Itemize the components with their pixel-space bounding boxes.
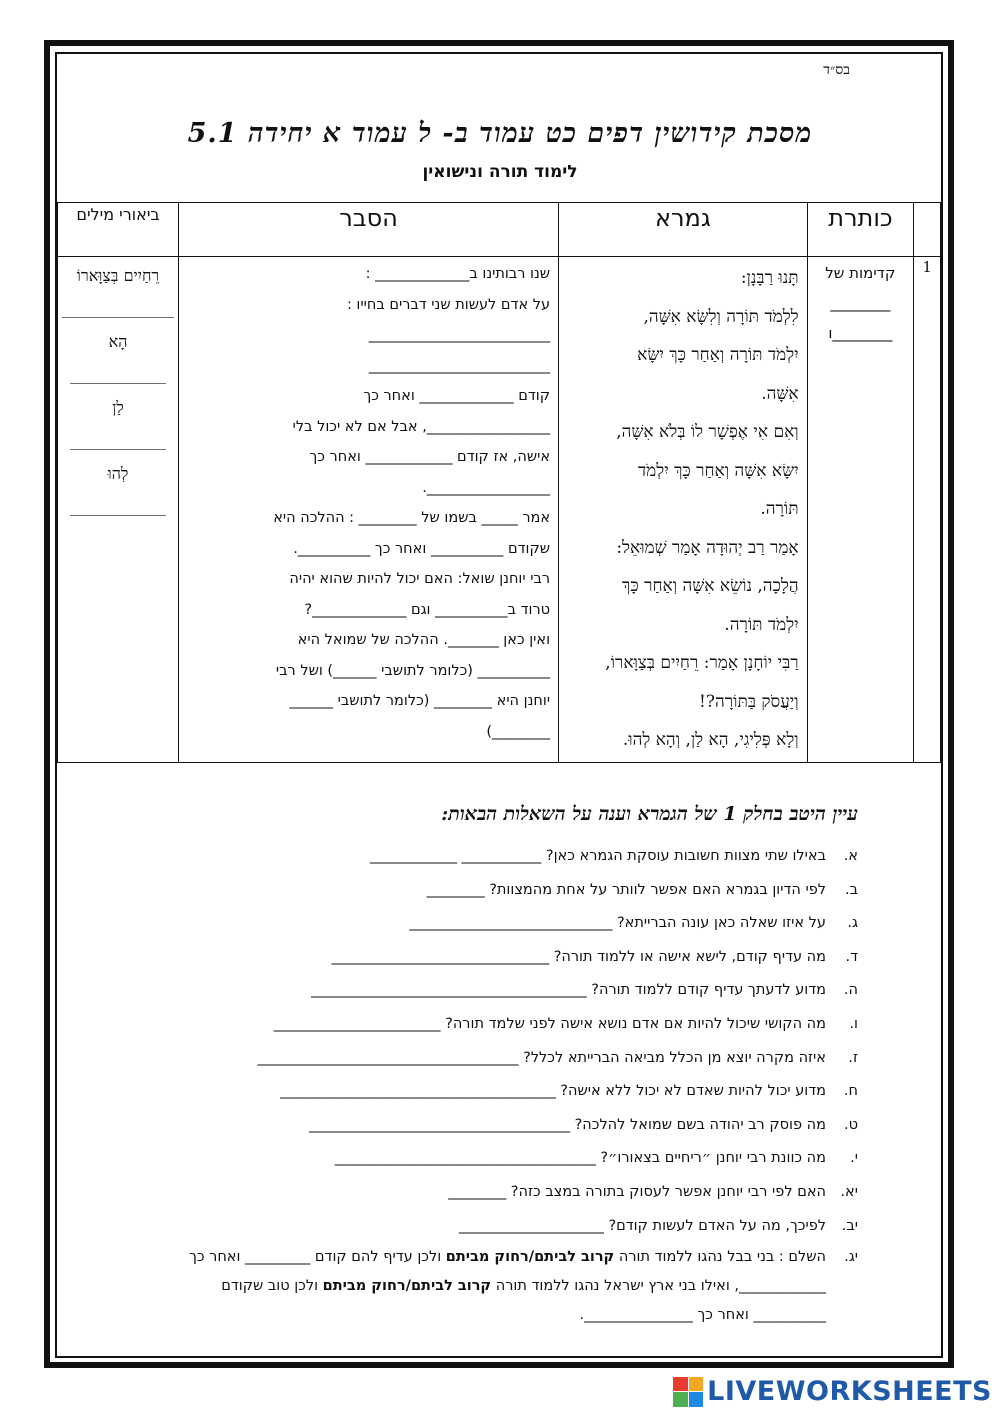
row-title-line: קדימות של <box>825 264 896 282</box>
question-letter: ה. <box>843 982 858 999</box>
question-letter: יג. <box>844 1249 858 1266</box>
question-text[interactable]: לפיכך, מה על האדם לעשות קודם? ____________________ <box>458 1217 826 1234</box>
word-explanations <box>58 257 179 763</box>
explanation-line[interactable]: ואין כאן _______. ההלכה של שמואל היא <box>297 632 551 648</box>
question-text[interactable]: באילו שתי מצוות חשובות עוסקת הגמרא כאן? ___________ ____________ <box>369 848 826 864</box>
question-letter: ד. <box>845 948 858 965</box>
gemara-line: יִשָּׂא אִשָּׁה וְאַחַר כָּךְ יִלְמֹד <box>638 460 799 481</box>
completion-text[interactable]: ולכן עדיף להם קודם _________ ואחר כך ____________, ואילו בני ארץ ישראל נהגו ללמוד תורה <box>189 1249 826 1295</box>
header-words: ביאורי מילים <box>58 203 179 257</box>
page-title: מסכת קידושין דפים כט עמוד ב- ל עמוד א יחידה 5.1 <box>187 118 813 149</box>
explanation-line[interactable]: שקודם __________ ואחר כך __________. <box>293 540 551 557</box>
completion-choice[interactable]: קרוב לביתם/רחוק מביתם <box>445 1249 615 1266</box>
question-text[interactable]: מה פוסק רב יהודה בשם שמואל להלכה? ____________________________________ <box>309 1116 826 1133</box>
questions-list <box>158 840 858 1330</box>
gemara-line: תּוֹרָה. <box>760 499 799 519</box>
header-title: כותרת <box>807 203 914 257</box>
logo-icon <box>673 1377 703 1407</box>
question-text[interactable]: לפי הדיון בגמרא האם אפשר לוותר על אחת מהמצוות? ________ <box>426 881 826 898</box>
question-item[interactable] <box>158 1075 858 1109</box>
explanation-line[interactable]: __________ (כלומר לתושבי ______) ושל רבי <box>275 662 551 679</box>
question-item[interactable] <box>158 1008 858 1042</box>
word-blank[interactable]: ____________ <box>70 497 166 516</box>
logo-square <box>689 1377 704 1392</box>
word-term: הָא <box>108 332 128 351</box>
gemara-line: וְלָא פְּלִיגִי, הָא לַן, וְהָא לְהוּ. <box>622 730 799 750</box>
logo-text: LIVEWORKSHEETS <box>707 1376 992 1407</box>
question-letter: יב. <box>841 1217 858 1234</box>
question-letter: ג. <box>847 915 858 932</box>
question-text[interactable]: האם לפי רבי יוחנן אפשר לעסוק בתורה במצב כזה? ________ <box>448 1183 826 1200</box>
question-item[interactable] <box>158 874 858 908</box>
word-term: רֵחַיִים בְּצַוָּארוֹ <box>76 266 160 285</box>
question-text[interactable]: על איזו שאלה כאן עונה הברייתא? ____________________________ <box>409 915 826 932</box>
explanation-line[interactable]: _________________, אבל אם לא יכול בלי <box>292 418 551 435</box>
question-item[interactable] <box>158 1176 858 1210</box>
gemara-line: וְאִם אִי אֶפְשָׁר לוֹ בְּלֹא אִשָּׁה, <box>616 422 799 442</box>
row-title-blank[interactable]: ________ <box>830 294 891 312</box>
question-item[interactable] <box>158 1109 858 1143</box>
gemara-line: יִלְמֹד תּוֹרָה. <box>724 614 799 635</box>
study-table <box>57 202 941 763</box>
question-letter: י. <box>850 1150 858 1167</box>
explanation-line[interactable]: אישה, אז קודם ____________ ואחר כך <box>309 449 551 465</box>
question-item[interactable] <box>158 840 858 874</box>
question-letter: ח. <box>843 1083 858 1100</box>
gemara-text <box>559 257 808 763</box>
explanation-line[interactable]: קודם _____________ ואחר כך <box>363 388 551 404</box>
question-text[interactable]: איזה מקרה יוצא מן הכלל מביאה הברייתא לכלל? ____________________________________ <box>257 1049 826 1066</box>
explanation-line[interactable]: _________________. <box>422 479 551 496</box>
header-number <box>914 203 941 257</box>
question-letter: ט. <box>843 1116 858 1133</box>
gemara-line: רַבִּי יוֹחָנָן אָמַר: רֵחַיִים בְּצַוָּארוֹ, <box>605 653 799 673</box>
gemara-line: תָּנוּ רַבָּנָן: <box>740 268 799 288</box>
question-letter: ב. <box>845 881 858 898</box>
gemara-line: וְיַעֲסֹק בַּתּוֹרָה?! <box>699 691 799 712</box>
logo-square <box>673 1392 688 1407</box>
word-blank[interactable]: ____________ <box>70 431 166 450</box>
bsd-mark: בס״ד <box>823 62 850 78</box>
completion-choice[interactable]: קרוב לביתם/רחוק מביתם <box>322 1278 492 1295</box>
gemara-line: לִלְמֹד תּוֹרָה וְלִשָּׂא אִשָּׁה, <box>643 306 799 327</box>
explanation-line[interactable]: יוחנן היא ________ (כלומר לתושבי ______ <box>289 693 551 709</box>
questions-heading: עיין היטב בחלק 1 של הגמרא וענה על השאלות הבאות: <box>441 803 858 825</box>
word-blank[interactable]: ____________ <box>70 365 166 384</box>
gemara-line: אָמַר רַב יְהוּדָה אָמַר שְׁמוּאֵל: <box>616 537 799 558</box>
logo-square <box>673 1377 688 1392</box>
question-text[interactable]: מדוע יכול להיות שאדם לא יכול ללא אישה? ______________________________________ <box>280 1083 826 1100</box>
gemara-line: אִשָּׁה. <box>761 383 799 404</box>
completion-text: השלם : בני בבל נהגו ללמוד תורה <box>614 1249 826 1266</box>
logo-square <box>689 1392 704 1407</box>
gemara-line: יִלְמֹד תּוֹרָה וְאַחַר כָּךְ יִשָּׂא <box>637 345 799 365</box>
question-item[interactable] <box>158 1210 858 1244</box>
explanation-line[interactable]: שנו רבותינו ב_____________ : <box>365 266 551 282</box>
question-item[interactable] <box>158 974 858 1008</box>
word-term: לַן <box>112 398 124 417</box>
question-letter: ז. <box>848 1049 858 1066</box>
word-term: לְהוּ <box>107 464 129 483</box>
question-item[interactable] <box>158 1142 858 1176</box>
explanation-line[interactable]: _________________________ <box>368 357 551 374</box>
header-explanation: הסבר <box>179 203 559 257</box>
question-item[interactable] <box>158 941 858 975</box>
gemara-line: הֲלָכָה, נוֹשֵׂא אִשָּׁה וְאַחַר כָּךְ <box>622 576 799 596</box>
explanation-line[interactable]: אמר _____ בשמו של ________ : ההלכה היא <box>273 510 551 526</box>
row-title <box>807 257 914 763</box>
header-gemara: גמרא <box>559 203 808 257</box>
question-letter: ו. <box>849 1015 858 1032</box>
question-text[interactable]: מה עדיף קודם, לישא אישה או ללמוד תורה? ______________________________ <box>331 948 826 965</box>
question-letter: א. <box>843 848 858 864</box>
question-text[interactable]: מה הקושי שיכול להיות אם אדם נושא אישה לפני שלמד תורה? _______________________ <box>273 1015 826 1032</box>
explanation-line[interactable]: _________________________ <box>368 327 551 343</box>
explanation-line[interactable]: טרוד ב__________ וגם _____________? <box>304 601 551 618</box>
table-row <box>58 257 941 763</box>
question-item[interactable] <box>158 1042 858 1076</box>
word-blank[interactable]: ______________ <box>62 299 174 318</box>
page-subtitle: לימוד תורה ונישואין <box>422 162 578 182</box>
table-header-row <box>58 203 941 257</box>
completion-text[interactable]: ולכן טוב שקודם __________ ואחר כך _______________. <box>221 1278 826 1324</box>
question-text[interactable]: מדוע לדעתך עדיף קודם ללמוד תורה? ______________________________________ <box>311 982 826 999</box>
question-letter: יא. <box>840 1183 858 1200</box>
question-item[interactable] <box>158 907 858 941</box>
row-number: 1 <box>914 257 941 763</box>
question-text[interactable]: מה כוונת רבי יוחנן ״ריחיים בצאורו״? ____________________________________ <box>334 1150 826 1167</box>
liveworksheets-logo <box>673 1376 992 1407</box>
question-item-completion[interactable] <box>166 1243 858 1330</box>
explanation-line[interactable]: ________) <box>486 723 551 740</box>
row-title-blank[interactable]: ________ו <box>828 324 893 342</box>
explanation-line: על אדם לעשות שני דברים בחייו : <box>346 296 551 313</box>
explanation-line: רבי יוחנן שואל: האם יכול להיות שהוא יהיה <box>289 571 551 587</box>
explanation-text[interactable] <box>179 257 559 763</box>
